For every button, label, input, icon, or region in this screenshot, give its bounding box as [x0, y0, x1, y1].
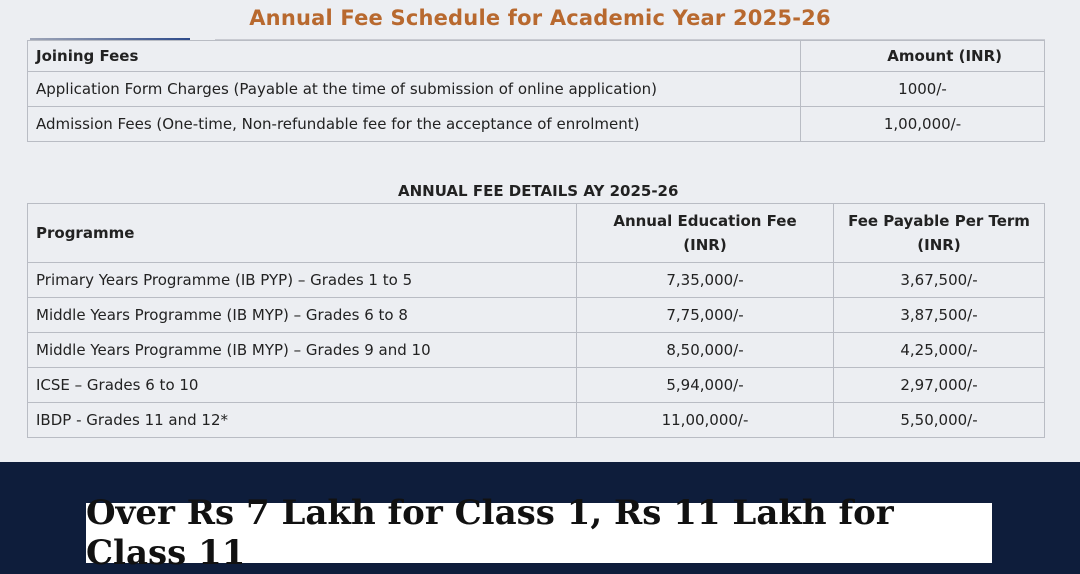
- amount-header: Amount (INR): [801, 41, 1045, 72]
- table-row: [28, 107, 1045, 142]
- term-fee-value: 3,87,500/-: [834, 298, 1045, 333]
- term-fee-value: 2,97,000/-: [834, 368, 1045, 403]
- caption-text: Over Rs 7 Lakh for Class 1, Rs 11 Lakh for Class 11: [86, 503, 992, 563]
- term-fee-value: 5,50,000/-: [834, 403, 1045, 438]
- table-header-row: [28, 204, 1045, 263]
- table-row: [28, 298, 1045, 333]
- fee-label: Admission Fees (One-time, Non-refundable fee for the acceptance of enrolment): [28, 107, 801, 142]
- joining-fees-header: Joining Fees: [28, 41, 801, 72]
- per-term-header-line1: Fee Payable Per Term: [848, 212, 1030, 230]
- annual-fee-subtitle: ANNUAL FEE DETAILS AY 2025-26: [398, 182, 679, 200]
- table-row: [28, 368, 1045, 403]
- annual-fee-header-line1: Annual Education Fee: [613, 212, 797, 230]
- annual-fee-value: 7,75,000/-: [577, 298, 834, 333]
- table-row: [28, 403, 1045, 438]
- programme-name: Middle Years Programme (IB MYP) – Grades 6 to 8: [28, 298, 577, 333]
- programme-name: Middle Years Programme (IB MYP) – Grades 9 and 10: [28, 333, 577, 368]
- programme-name: ICSE – Grades 6 to 10: [28, 368, 577, 403]
- term-fee-value: 4,25,000/-: [834, 333, 1045, 368]
- table-header-row: [28, 41, 1045, 72]
- annual-fee-header-line2: (INR): [683, 236, 727, 254]
- annual-fee-value: 7,35,000/-: [577, 263, 834, 298]
- table-row: [28, 333, 1045, 368]
- table-row: [28, 263, 1045, 298]
- document-title: Annual Fee Schedule for Academic Year 2025-26: [249, 6, 831, 30]
- joining-fees-table: [27, 40, 1045, 142]
- programme-name: IBDP - Grades 11 and 12*: [28, 403, 577, 438]
- annual-fee-value: 5,94,000/-: [577, 368, 834, 403]
- annual-fees-table: [27, 203, 1045, 438]
- fee-label: Application Form Charges (Payable at the time of submission of online application): [28, 72, 801, 107]
- fee-amount: 1,00,000/-: [801, 107, 1045, 142]
- annual-fee-value: 11,00,000/-: [577, 403, 834, 438]
- fee-amount: 1000/-: [801, 72, 1045, 107]
- programme-name: Primary Years Programme (IB PYP) – Grades 1 to 5: [28, 263, 577, 298]
- per-term-header-line2: (INR): [917, 236, 961, 254]
- annual-fee-header: [577, 204, 834, 263]
- table-row: [28, 72, 1045, 107]
- term-fee-value: 3,67,500/-: [834, 263, 1045, 298]
- annual-fee-value: 8,50,000/-: [577, 333, 834, 368]
- programme-header: Programme: [28, 204, 577, 263]
- per-term-header: [834, 204, 1045, 263]
